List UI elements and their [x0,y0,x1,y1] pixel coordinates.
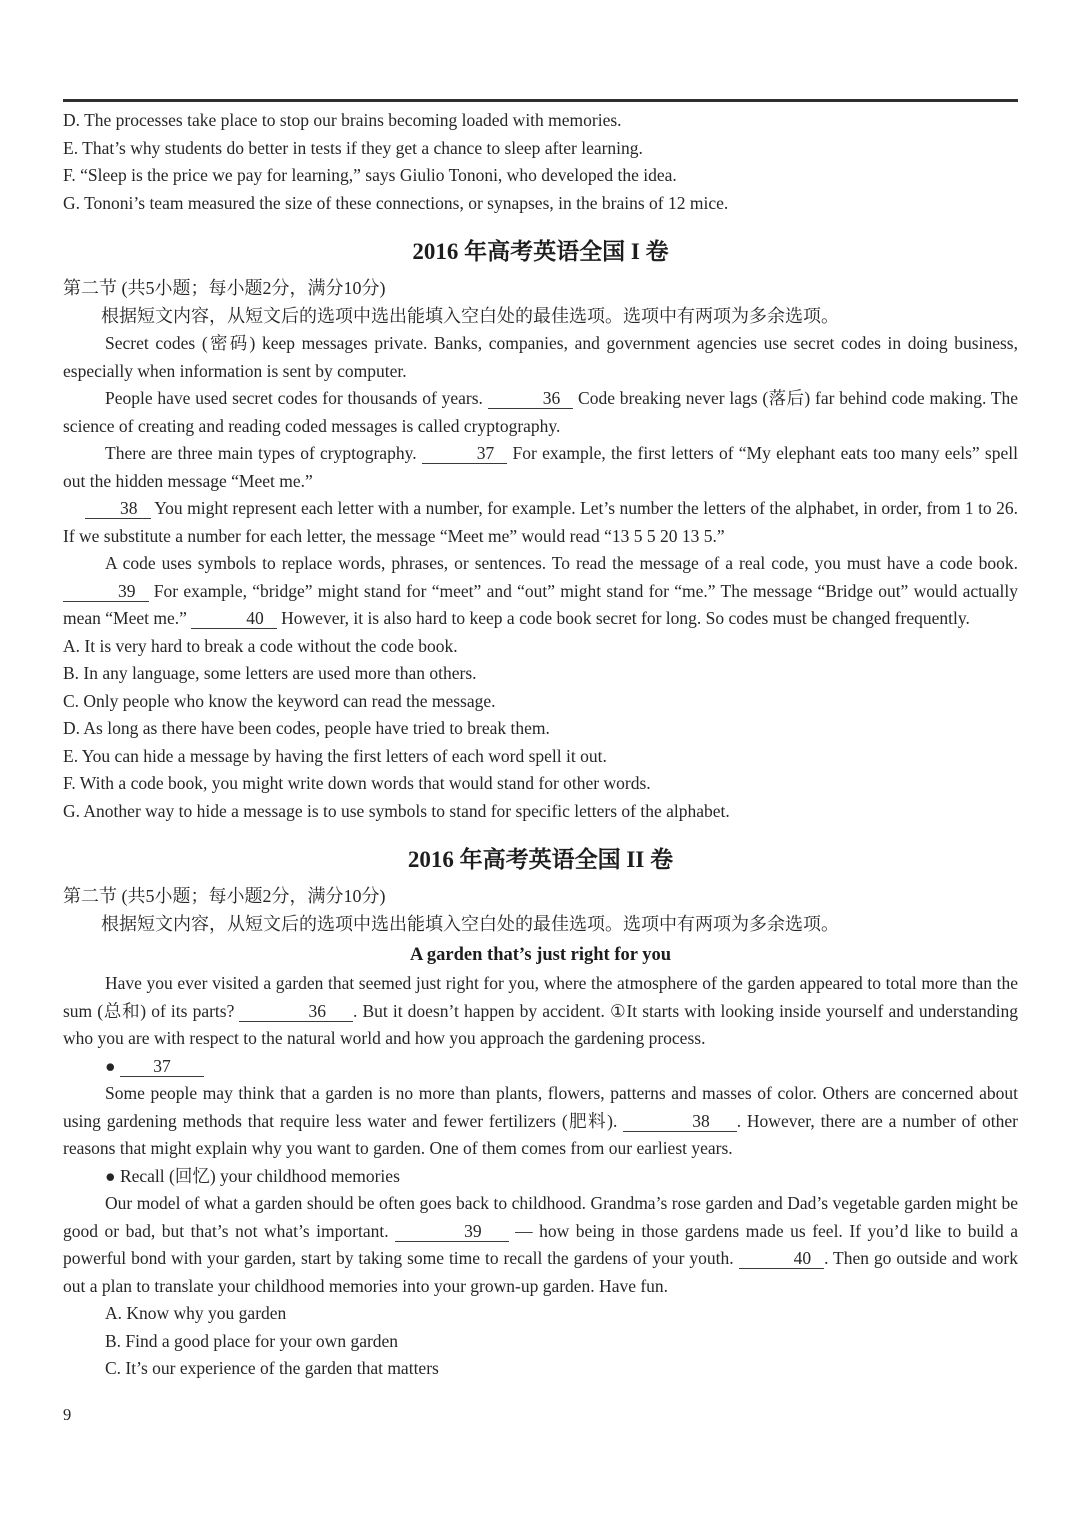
paper1-section-head: 第二节 (共5小题；每小题2分，满分10分) [63,278,386,298]
blank-39: 39 [395,1222,509,1242]
paper1-option-g: G. Another way to hide a message is to use symbols to stand for specific letters of the alphabet. [63,800,730,821]
paper2-instruction: 根据短文内容，从短文后的选项中选出能填入空白处的最佳选项。选项中有两项为多余选项。 [101,914,839,934]
paper2-option-b: B. Find a good place for your own garden [105,1330,399,1351]
top-rule [63,99,1018,102]
prev-option-d: D. The processes take place to stop our brains becoming loaded with memories. [63,110,622,130]
prev-option-f: F. “Sleep is the price we pay for learning,” says Giulio Tononi, who developed the idea. [63,165,677,185]
page-number: 9 [63,1404,72,1424]
paper1-paragraph-4: 38 You might represent each letter with a number, for example. Let’s number the letters of the alphabet, in order, from 1 to 26. If we substitute a number for each letter, the message “Meet me” would read “13 5 5 20 13 5.” [63,498,1018,546]
paper1-option-a: A. It is very hard to break a code without the code book. [63,635,458,656]
paper1-option-e: E. You can hide a message by having the first letters of each word spell it out. [63,745,607,766]
paper1-option-b: B. In any language, some letters are used more than others. [63,663,477,683]
blank-36: 36 [239,1002,353,1022]
blank-36: 36 [488,389,574,409]
paper1-paragraph-5: A code uses symbols to replace words, phrases, or sentences. To read the message of a real code, you must have a code book. 39 For example, “bridge” might stand for “meet” and “out” might stand for “me.” The message “Bridge out” would actually mean “Meet me.” 40 However, it is also hard to keep a code book secret for long. So codes must be changed frequently. [63,553,1018,628]
prev-option-g: G. Tononi’s team measured the size of these connections, or synapses, in the brains of 12 mice. [63,192,729,213]
blank-37: 37 [422,444,508,464]
blank-38: 38 [85,499,151,519]
blank-40: 40 [191,609,277,629]
paper2-bullet-recall: ● Recall (回忆) your childhood memories [105,1165,400,1186]
paper2-section-head: 第二节 (共5小题；每小题2分，满分10分) [63,886,386,906]
paper2-paragraph-2: Some people may think that a garden is no more than plants, flowers, patterns and masses of color. Others are concerned about using gardening methods that require less water and fewer fertilizers (肥料). 38 . However, there are a number of other reasons that might explain why you want to garden. One of them comes from our earliest years. [63,1083,1018,1158]
paper1-title: 2016 年高考英语全国 I 卷 [412,239,669,264]
paper1-instruction: 根据短文内容，从短文后的选项中选出能填入空白处的最佳选项。选项中有两项为多余选项。 [101,306,839,326]
blank-37: 37 [120,1057,204,1077]
blank-39: 39 [63,582,149,602]
paper2-bullet-37: ● 37 [63,1053,1018,1081]
paper2-title: 2016 年高考英语全国 II 卷 [407,847,674,872]
paper2-paragraph-3: Our model of what a garden should be often goes back to childhood. Grandma’s rose garden and Dad’s vegetable garden might be good or bad, but that’s not what’s important. 39 — how being in those gardens made us feel. If you’d like to build a powerful bond with your garden, start by taking some time to recall the gardens of your youth. 40 . Then go outside and work out a plan to translate your childhood memories into your grown-up garden. Have fun. [63,1193,1018,1296]
paper1-option-d: D. As long as there have been codes, people have tried to break them. [63,718,550,738]
blank-40: 40 [739,1249,825,1269]
paper2-passage-title: A garden that’s just right for you [409,945,672,965]
paper1-paragraph-2: People have used secret codes for thousands of years. 36 Code breaking never lags (落后) far behind code making. The science of creating and reading coded messages is called cryptography. [63,388,1019,436]
paper1-paragraph-1: Secret codes (密码) keep messages private. Banks, companies, and government agencies use secret codes in doing business, especially when information is sent by computer. [63,333,1018,381]
paper2-option-a: A. Know why you garden [105,1303,287,1323]
paper2-paragraph-1: Have you ever visited a garden that seemed just right for you, where the atmosphere of the garden appeared to total more than the sum (总和) of its parts? 36 . But it doesn’t happen by accident. ①It starts with looking inside yourself and understanding who you are with respect to the natural world and how you approach the gardening process. [63,973,1018,1048]
blank-38: 38 [623,1112,737,1132]
paper1-paragraph-3: There are three main types of cryptography. 37 For example, the first letters of “My elephant eats too many eels” spell out the hidden message “Meet me.” [63,443,1018,491]
prev-option-e: E. That’s why students do better in tests if they get a chance to sleep after learning. [63,137,643,158]
paper1-option-f: F. With a code book, you might write down words that would stand for other words. [63,773,651,793]
paper1-option-c: C. Only people who know the keyword can read the message. [63,690,496,711]
paper2-option-c: C. It’s our experience of the garden that matters [105,1358,439,1378]
